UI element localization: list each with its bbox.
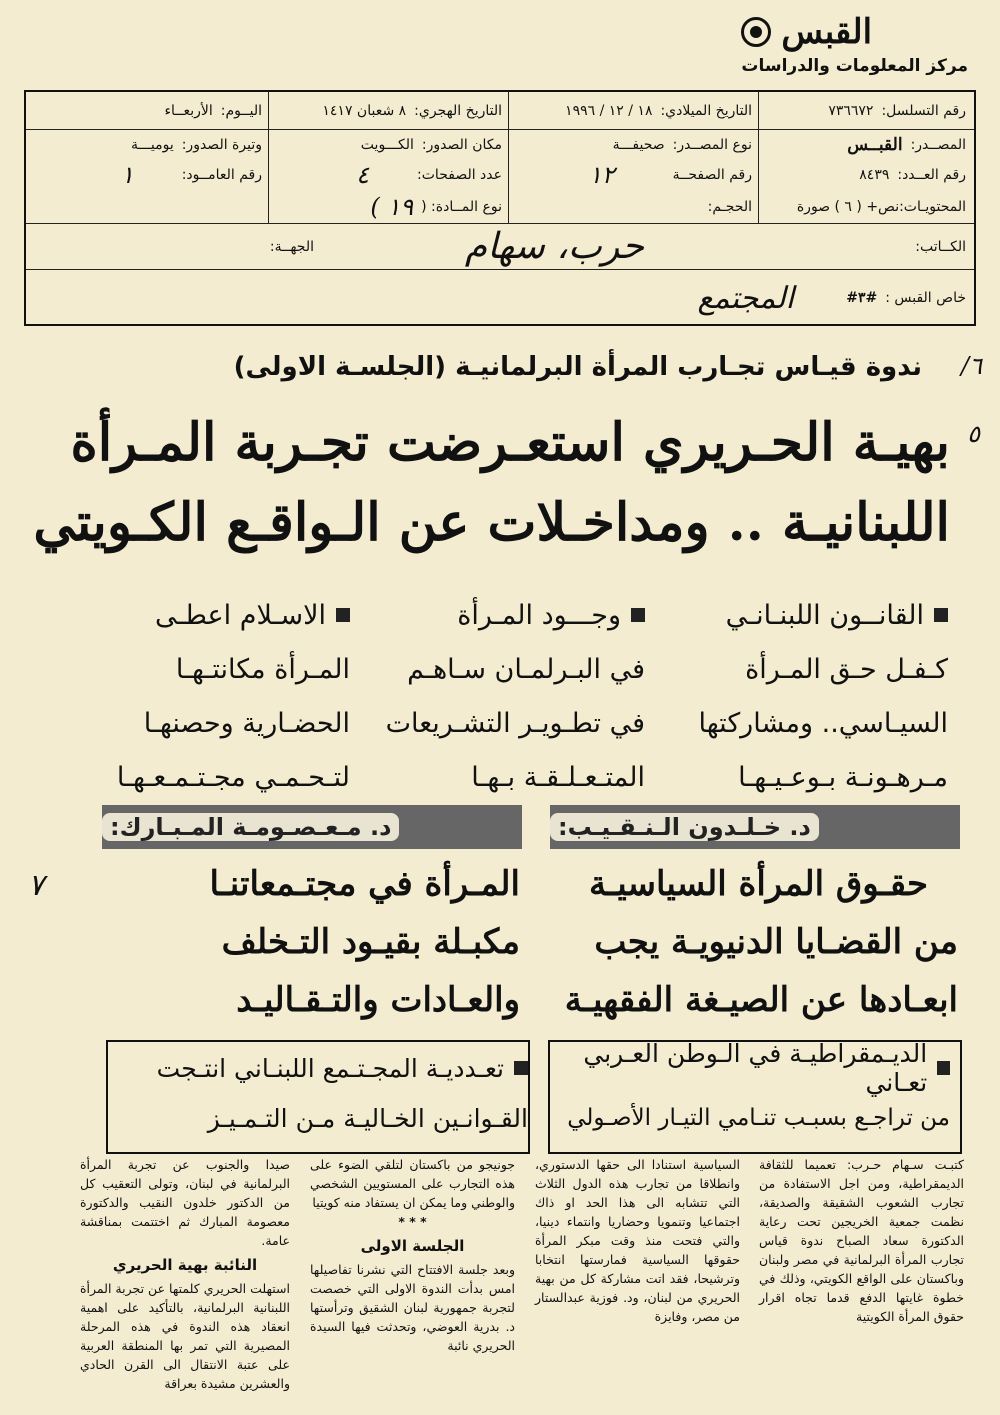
- quote-mubarak: المـرأة في مجتـمعاتنـا مكبـلة بقيـود التـخلف والعـادات والتـقـاليـد: [209, 864, 520, 1020]
- serial-cell: رقم التسلسل: ٧٣٦٦٧٢: [828, 102, 966, 119]
- margin-mark: ٦/: [961, 352, 982, 380]
- margin-mark: ٧: [28, 868, 45, 903]
- square-bullet-icon: [934, 608, 948, 622]
- form-row-contents: المحتويـات:نص+ ( ٦ ) صورة الحجـم: نوع المــادة: ( ١٩ ): [26, 190, 974, 224]
- body-column-4: صيدا والجنوب عن تجربة المرأة البرلمانية في لبنان، وتولى التعقيب كل من الدكتور خلدون النقيب والدكتورة معصومة المبارك ثم اختتمت بمناقشة عامة. النائبة بهية الحريري استهلت الحريري كلمتها عن تجربة المرأة اللبنانية البرلمانية، بالتأكيد على اهمية انعقاد هذه الندوة في هذه المرحلة المصيرية التي تمر بها المنطقة العربية على عتبة الانتقال الى القرن الحادي والعشرين مشيدة بعراقة: [80, 1157, 290, 1391]
- center-name: مركز المعلومات والدراسات: [741, 56, 968, 76]
- writer-handwritten: حرب، سهام: [464, 226, 644, 267]
- margin-mark: ٥: [967, 420, 980, 448]
- form-row-source: المصــدر: القبــس نوع المصــدر: صحيفـــة مكان الصدور: الكـــويت وتيرة الصدور: يوميـــة: [131, 135, 966, 155]
- body-column-1: كتبـت سـهام حـرب: تعميما للثقافة الديمقراطية، ومن اجل الاستفادة من تجارب الشعوب الشقيقة والصديقة، نظمت جمعية الخريجين تحت رعاية الدكتورة سعاد الصباح ندوة قياس تجارب المرأة البرلمانية في مصر ولبنان وباكستان على الواقع الكويتي، وذلك في خطوة غايتها الدفع قدما تجاه اقرار حقوق المرأة الكويتية: [759, 1157, 964, 1324]
- bullet-column-middle: وجـــود المـرأة في البـرلمـان سـاهـم في تطـويـر التشـريعات المتـعـلـقـة بـهـا: [385, 599, 645, 793]
- subheading-bahia-hariri: النائبة بهية الحريري: [112, 1256, 258, 1274]
- body-column-2: السياسية استنادا الى حقها الدستوري، وانطلاقا من تجارب هذه الدول الثلاث التي تتشابه الى هذا الحد او ذاك اجتماعيا وتنمويا وحضاريا وانتماء دينيا، والتي فتحت منذ وقت مبكر المرأة حقوقها السياسية فمارستها انتخابا وترشيحا، فقد اتت مشاركة كل من بهية الحريري من لبنان، ود. فوزية عبدالستار من مصر، وفايزة: [535, 1157, 740, 1324]
- bullet-column-right: القانــون اللبنـانـي كـفـل حـق المـرأة السيـاسي.. ومشاركتها مـرهـونـة بـوعـيـهـا: [698, 599, 948, 793]
- article-kicker: ندوة قيـاس تجـارب المرأة البرلمانيـة (الجلسـة الاولى): [233, 352, 922, 382]
- metadata-form: [24, 90, 976, 326]
- header-brand: [741, 12, 968, 76]
- sub-box-right: الديـمقراطيـة في الـوطن العـربي تعـاني من تراجـع بسبـب تنـامي التيـار الأصـولي: [567, 1039, 950, 1131]
- headline-line-2: اللبنانيـة .. ومداخـلات عن الـواقـع الكـويتي: [33, 492, 950, 553]
- bullet-column-left: الاسـلام اعطـى المـرأة مكانتـهـا الحضـارية وحصنهـا لتـحـمـي مجـتـمـعـهـا: [116, 599, 350, 793]
- headline-line-1: بهيـة الحـريري استعـرضت تجـربة المـرأة: [70, 412, 950, 473]
- serial-value: ٧٣٦٦٧٢: [828, 102, 874, 119]
- square-bullet-icon: [514, 1061, 528, 1075]
- square-bullet-icon: [336, 608, 350, 622]
- body-column-3: جونيجو من باكستان لتلقي الضوء على هذه التجارب على المستويين الشخصي والوطني وما يمكن ان يستفاد منه كويتيا * * * الجلسة الاولى وبعد جلسة الافتتاح التي نشرنا تفاصيلها امس بدأت الندوة الاولى التي خصصت لتجربة جمهورية لبنان الشقيق وترأستها د. بدرية العوضي، وتحدثت فيها السيدة الحريري نائبة: [310, 1157, 515, 1353]
- sub-box-left: تعـدديـة المجـتـمع اللبنـاني انتـجت القـوانـين الخـاليـة مـن التـمـيـز: [156, 1053, 528, 1133]
- special-handwritten: المجتمع: [697, 280, 794, 316]
- sun-logo-icon: [741, 17, 771, 47]
- square-bullet-icon: [631, 608, 645, 622]
- brand-name: القبس: [781, 12, 873, 52]
- form-row-writer: الكــاتب: حرب، سهام الجهــة:: [26, 224, 974, 270]
- square-bullet-icon: [937, 1061, 950, 1075]
- speaker-bar-naqeeb: د. خـلـدون الـنـقـيـب:: [550, 805, 960, 849]
- form-row-numbers: رقم العــدد: ٨٤٣٩ رقم الصفحــة ١٢ عدد الصفحات: ٤ رقم العامــود: ١: [120, 161, 966, 189]
- hijri-cell: التاريخ الهجري: ٨ شعبان ١٤١٧: [322, 102, 502, 119]
- quote-naqeeb: حقـوق المرأة السياسيـة من القضـايا الدنيويـة يجب ابعـادها عن الصيـغة الفقهيـة: [564, 864, 958, 1020]
- gregorian-cell: التاريخ الميلادي: ١٨ / ١٢ / ١٩٩٦: [565, 102, 752, 119]
- day-cell: اليــوم: الأربعــاء: [164, 102, 262, 119]
- form-row-special: خاص القبس : #٣# المجتمع: [697, 280, 966, 316]
- subheading-first-session: الجلسة الاولى: [360, 1237, 465, 1255]
- speaker-bar-mubarak: د. مـعـصـومـة المـبـارك:: [102, 805, 522, 849]
- form-row-dates: [26, 92, 974, 130]
